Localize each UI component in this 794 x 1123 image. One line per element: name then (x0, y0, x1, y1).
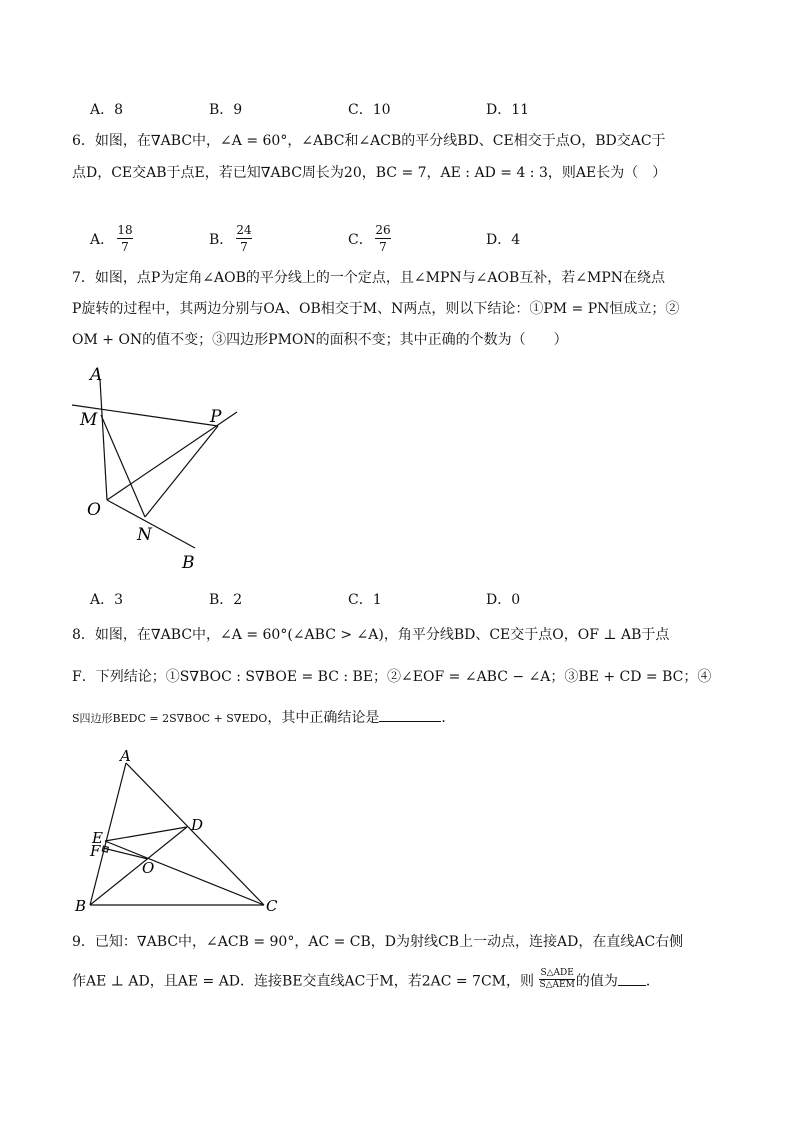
fraction-numerator: 18 (117, 223, 133, 237)
q7-option-c: C．1 (348, 592, 382, 608)
q6-option-c-fraction (375, 223, 391, 254)
fraction-denominator: 7 (240, 240, 248, 254)
label-m: M (80, 410, 98, 430)
ray-oa (100, 380, 107, 500)
q7-option-a: A．3 (90, 592, 124, 608)
q7-option-d: D．0 (486, 592, 521, 608)
q6-option-a-label: A． (90, 232, 115, 248)
segment-pn (145, 426, 218, 517)
q5-option-b: B．9 (209, 102, 243, 118)
q6-option-b-fraction (236, 223, 252, 254)
q6-option-a-fraction (117, 223, 133, 254)
fraction-numerator: 26 (375, 223, 391, 237)
q5-option-a: A．8 (90, 102, 124, 118)
q7-option-b: B．2 (209, 592, 243, 608)
label-o: O (87, 500, 101, 520)
q8-area-formula: S四边形BEDC = 2S∇BOC + S∇EDO (72, 712, 268, 725)
fraction-denominator: S△AEM (539, 980, 575, 990)
label-n: N (137, 525, 152, 545)
label-b: B (182, 553, 195, 573)
fraction-numerator: S△ADE (540, 968, 574, 978)
fraction-denominator: 7 (121, 240, 129, 254)
q5-option-c: C．10 (348, 102, 391, 118)
label-d: D (191, 816, 204, 834)
q9-text-line1: 9．已知：∇ABC中，∠ACB = 90°，AC = CB，D为射线CB上一动点，连接AD，在直线AC右侧 (72, 934, 684, 950)
label-e: E (92, 829, 103, 847)
q9-text-end: ． (645, 973, 660, 990)
q7-figure (60, 360, 260, 575)
q7-text-line2: P旋转的过程中，其两边分别与OA、OB相交于M、N两点，则以下结论：①PM = PN恒成立；② (72, 301, 680, 317)
q5-option-d: D．11 (486, 102, 530, 118)
label-a: A (120, 747, 131, 765)
segment-mn (101, 415, 145, 517)
q6-text-line2: 点D，CE交AB于点E，若已知∇ABC周长为20，BC = 7，AE : AD = 4 : 3，则AE长为（ ） (72, 165, 667, 181)
bisector-bd (90, 827, 187, 905)
label-c: C (266, 897, 278, 915)
q8-text-end: ． (441, 710, 456, 726)
q6-option-b-label: B． (209, 232, 234, 248)
label-p: P (210, 407, 222, 427)
label-o: O (142, 859, 155, 877)
label-a: A (90, 365, 103, 385)
q8-text-line2: F．下列结论；①S∇BOC : S∇BOE = BC : BE；②∠EOF = ∠ABC − ∠A；③BE + CD = BC；④ (72, 669, 712, 685)
q9-text-tail: 的值为 (575, 973, 618, 990)
q9-ratio-fraction (539, 968, 574, 991)
q8-answer-blank[interactable] (379, 707, 441, 722)
segment-ed (105, 827, 187, 841)
q8-text-tail: ，其中正确结论是 (267, 710, 380, 726)
fraction-numerator: 24 (236, 223, 252, 237)
q6-text-line1: 6．如图，在∇ABC中，∠A = 60°，∠ABC和∠ACB的平分线BD、CE相交于点O，BD交AC于 (72, 133, 666, 149)
q9-text-head: 作AE ⊥ AD，且AE = AD．连接BE交直线AC于M，若2AC = 7CM，则 (72, 973, 535, 990)
q7-text-line1: 7．如图，点P为定角∠AOB的平分线上的一个定点，且∠MPN与∠AOB互补，若∠MPN在绕点 (72, 270, 666, 286)
q9-text-line2 (72, 970, 660, 993)
fraction-denominator: 7 (379, 240, 387, 254)
q8-figure (72, 745, 292, 920)
q8-text-line3 (72, 707, 455, 729)
q7-text-line3: OM + ON的值不变；③四边形PMON的面积不变；其中正确的个数为（ ） (72, 332, 568, 348)
q6-option-c-label: C． (348, 232, 373, 248)
q9-answer-blank[interactable] (618, 971, 646, 986)
q8-text-line1: 8．如图，在∇ABC中，∠A = 60°(∠ABC > ∠A)，角平分线BD、CE交于点O，OF ⊥ AB于点 (72, 627, 670, 643)
label-f: F (90, 842, 101, 860)
label-b: B (75, 897, 87, 915)
q6-option-d: D．4 (486, 232, 521, 248)
